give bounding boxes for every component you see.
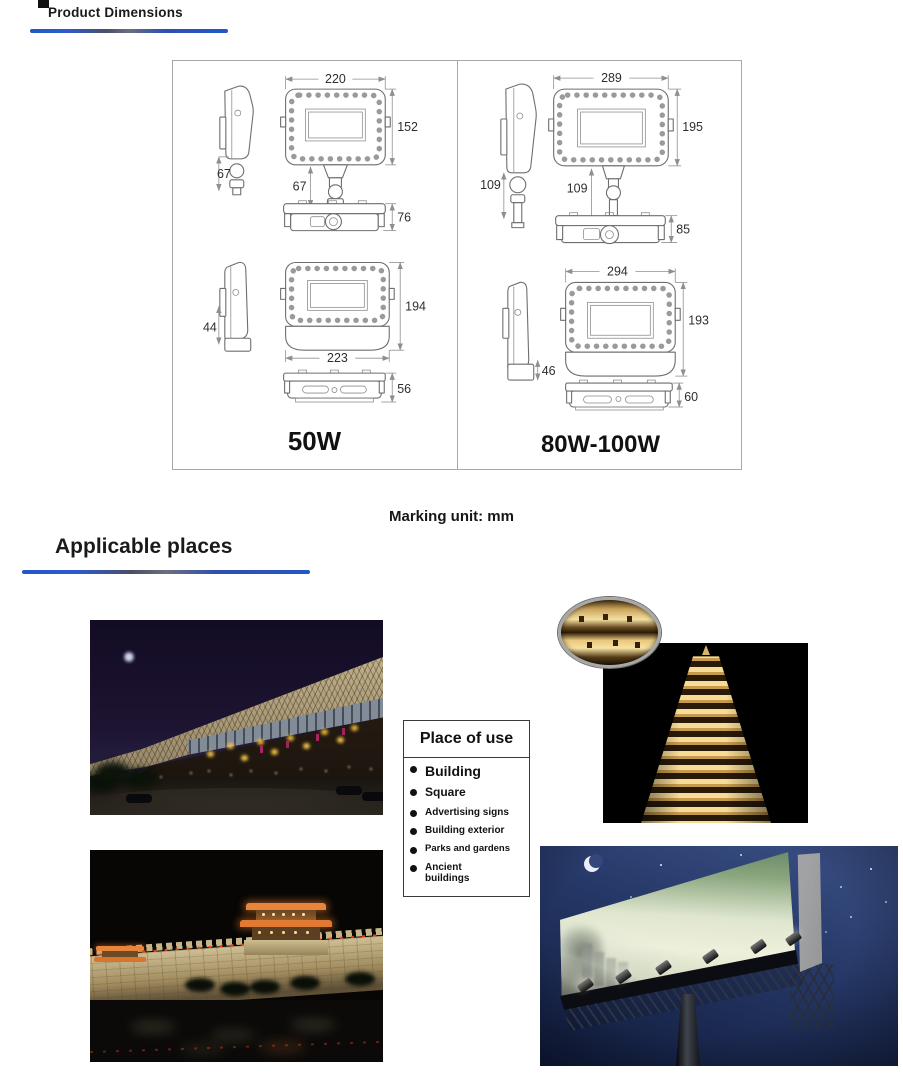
pagoda-detail-inset <box>558 597 661 668</box>
dim-top-profile-1: 76 <box>397 210 412 225</box>
dim-mount-height-2: 109 <box>566 181 588 196</box>
water-reflections <box>90 1000 136 1010</box>
place-of-use-title: Place of use <box>404 721 529 758</box>
dim-side-depth-1: 67 <box>216 166 231 181</box>
bullet-icon <box>410 847 417 854</box>
photo-billboard-night <box>540 846 898 1066</box>
tower-body-upper <box>256 910 316 920</box>
inset-window-dots <box>561 600 566 606</box>
place-of-use-list <box>404 763 529 885</box>
applicable-underline <box>22 570 310 574</box>
place-item-label: Building exterior <box>425 825 505 837</box>
tower-roof-lower <box>240 920 332 927</box>
tower-body-lower <box>252 927 320 940</box>
bullet-icon <box>410 828 417 835</box>
tree-silhouettes <box>90 620 124 640</box>
red-light-reflection <box>90 1041 383 1053</box>
dim-mount-height-1: 67 <box>292 179 307 194</box>
place-item-label: Advertising signs <box>425 806 509 818</box>
side-view-1 <box>217 86 253 195</box>
corner-tower <box>94 946 146 966</box>
side-view-2 <box>503 282 556 380</box>
model-label-50w: 50W <box>287 427 342 456</box>
top-view-1 <box>556 213 690 244</box>
top-view-2 <box>284 370 412 402</box>
place-item-parks-gardens <box>410 844 525 855</box>
front-view-2 <box>281 263 426 366</box>
dim-top-profile-2: 85 <box>676 222 691 237</box>
side-view-1 <box>480 84 536 228</box>
tower-base <box>244 940 328 955</box>
dimension-drawings-panel <box>172 60 742 470</box>
city-wall <box>90 927 383 1011</box>
tower-window-lights <box>240 903 243 906</box>
dim-front-height-1: 152 <box>397 119 418 134</box>
top-view-2 <box>566 380 698 410</box>
corner-tower-base <box>94 957 146 962</box>
bullet-icon <box>410 865 417 872</box>
cars <box>336 786 362 795</box>
bullet-icon <box>410 789 417 796</box>
stars <box>540 846 542 848</box>
dim-front-width-1: 220 <box>325 72 346 87</box>
pagoda-tip <box>702 645 710 655</box>
tower-roof-upper <box>246 903 326 910</box>
photo-exhibition-center-night <box>90 620 383 815</box>
front-view-1 <box>549 71 703 225</box>
place-item-ancient-buildings <box>410 862 525 885</box>
place-item-label: Building <box>425 763 481 779</box>
place-item-building-exterior <box>410 825 525 837</box>
top-view-1 <box>284 201 412 231</box>
pagoda-tiers <box>641 653 771 823</box>
place-item-square <box>410 786 525 800</box>
section-title-dimensions: Product Dimensions <box>48 5 183 20</box>
gate-tower <box>240 903 332 955</box>
dim-front2-width-2: 294 <box>607 264 628 279</box>
title-underline <box>30 29 228 33</box>
drawing-cell-80w-100w <box>457 61 742 469</box>
dim-front-height-2: 195 <box>682 119 703 134</box>
tree-silhouettes <box>90 850 120 864</box>
crescent-moon <box>584 856 600 872</box>
drawing-cell-50w <box>173 61 457 469</box>
dim-front-width-2: 289 <box>601 71 622 86</box>
banners <box>90 620 93 627</box>
front-view-2 <box>561 264 709 376</box>
place-item-advertising-signs <box>410 807 525 819</box>
dim-front2-height-1: 194 <box>405 299 426 314</box>
drawing-50w <box>173 61 457 468</box>
drawing-80w-100w <box>458 61 742 468</box>
moat-water <box>90 1000 383 1062</box>
dim-side-depth-2: 109 <box>480 177 501 192</box>
place-item-label: Square <box>425 785 466 800</box>
dim-top2-profile-1: 56 <box>397 382 412 397</box>
bullet-icon <box>410 810 417 817</box>
dim-front2-height-2: 193 <box>688 313 709 328</box>
front-view-1 <box>281 72 418 211</box>
photo-pagoda-night <box>603 643 808 823</box>
bullet-icon <box>410 766 417 773</box>
dim-front2-width-1: 223 <box>327 351 348 366</box>
side-view-2 <box>203 262 251 351</box>
dim-top2-profile-2: 60 <box>684 390 699 405</box>
dim-side2-depth-1: 44 <box>203 320 217 335</box>
moon <box>123 650 135 664</box>
place-item-label: Parks and gardens <box>425 842 511 854</box>
section-title-applicable: Applicable places <box>55 535 233 558</box>
place-item-building <box>410 763 525 779</box>
model-label-80w-100w: 80W-100W <box>540 430 661 458</box>
marking-unit-note: Marking unit: mm <box>388 508 514 525</box>
photo-city-wall-night <box>90 850 383 1062</box>
dim-side2-depth-2: 46 <box>541 364 556 379</box>
place-item-label: Ancient buildings <box>425 861 470 885</box>
place-of-use-box <box>403 720 530 897</box>
